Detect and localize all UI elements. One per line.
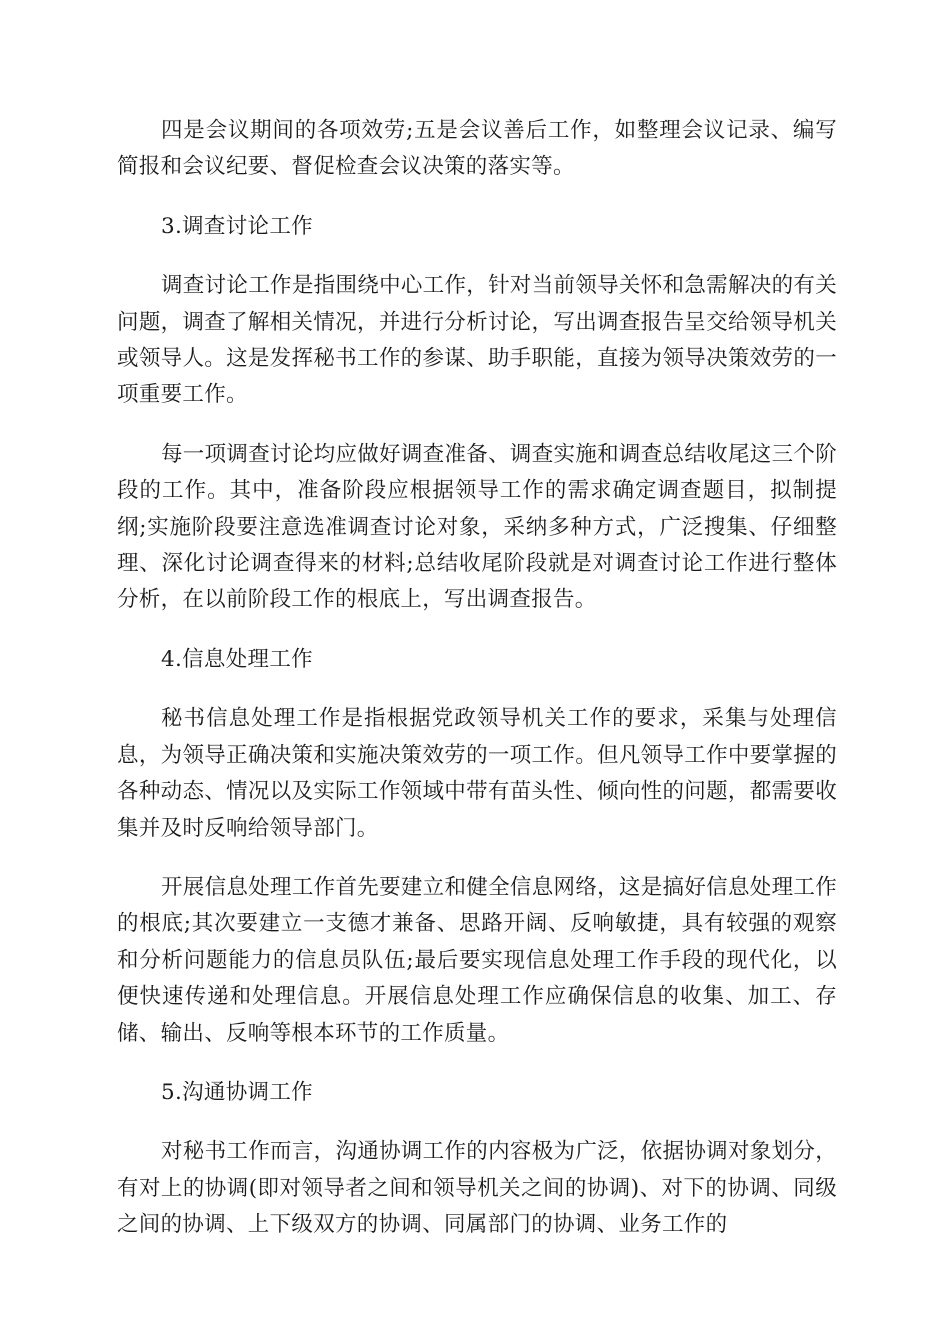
paragraph-information-network: 开展信息处理工作首先要建立和健全信息网络，这是搞好信息处理工作的根底;其次要建立一支德才兼备、思路开阔、反响敏捷，具有较强的观察和分析问题能力的信息员队伍;最后要实现信息处理工作手段的现代化，以便快速传递和处理信息。开展信息处理工作应确保信息的收集、加工、存储、输出、反响等根本环节的工作质量。 [117,874,837,1046]
section-heading-information: 4.信息处理工作 [161,646,313,672]
paragraph-research-stages: 每一项调查讨论均应做好调查准备、调查实施和调查总结收尾这三个阶段的工作。其中，准备阶段应根据领导工作的需求确定调查题目，拟制提纲;实施阶段要注意选准调查讨论对象，采纳多种方式，广泛搜集、仔细整理、深化讨论调查得来的材料;总结收尾阶段就是对调查讨论工作进行整体分析，在以前阶段工作的根底上，写出调查报告。 [117,441,837,613]
document-body [117,113,837,1267]
paragraph-research-definition: 调查讨论工作是指围绕中心工作，针对当前领导关怀和急需解决的有关问题，调查了解相关情况，并进行分析讨论，写出调查报告呈交给领导机关或领导人。这是发挥秘书工作的参谋、助手职能，直接为领导决策效劳的一项重要工作。 [117,273,837,408]
paragraph-meeting-services: 四是会议期间的各项效劳;五是会议善后工作，如整理会议记录、编写简报和会议纪要、督促检查会议决策的落实等。 [117,118,837,180]
paragraph-information-definition: 秘书信息处理工作是指根据党政领导机关工作的要求，采集与处理信息，为领导正确决策和实施决策效劳的一项工作。但凡领导工作中要掌握的各种动态、情况以及实际工作领域中带有苗头性、倾向性的问题，都需要收集并及时反响给领导部门。 [117,706,837,841]
paragraph-coordination-scope: 对秘书工作而言，沟通协调工作的内容极为广泛，依据协调对象划分，有对上的协调(即对领导者之间和领导机关之间的协调)、对下的协调、同级之间的协调、上下级双方的协调、同属部门的协调、业务工作的 [117,1139,837,1238]
section-heading-coordination: 5.沟通协调工作 [161,1079,313,1105]
section-heading-research: 3.调查讨论工作 [161,213,313,239]
